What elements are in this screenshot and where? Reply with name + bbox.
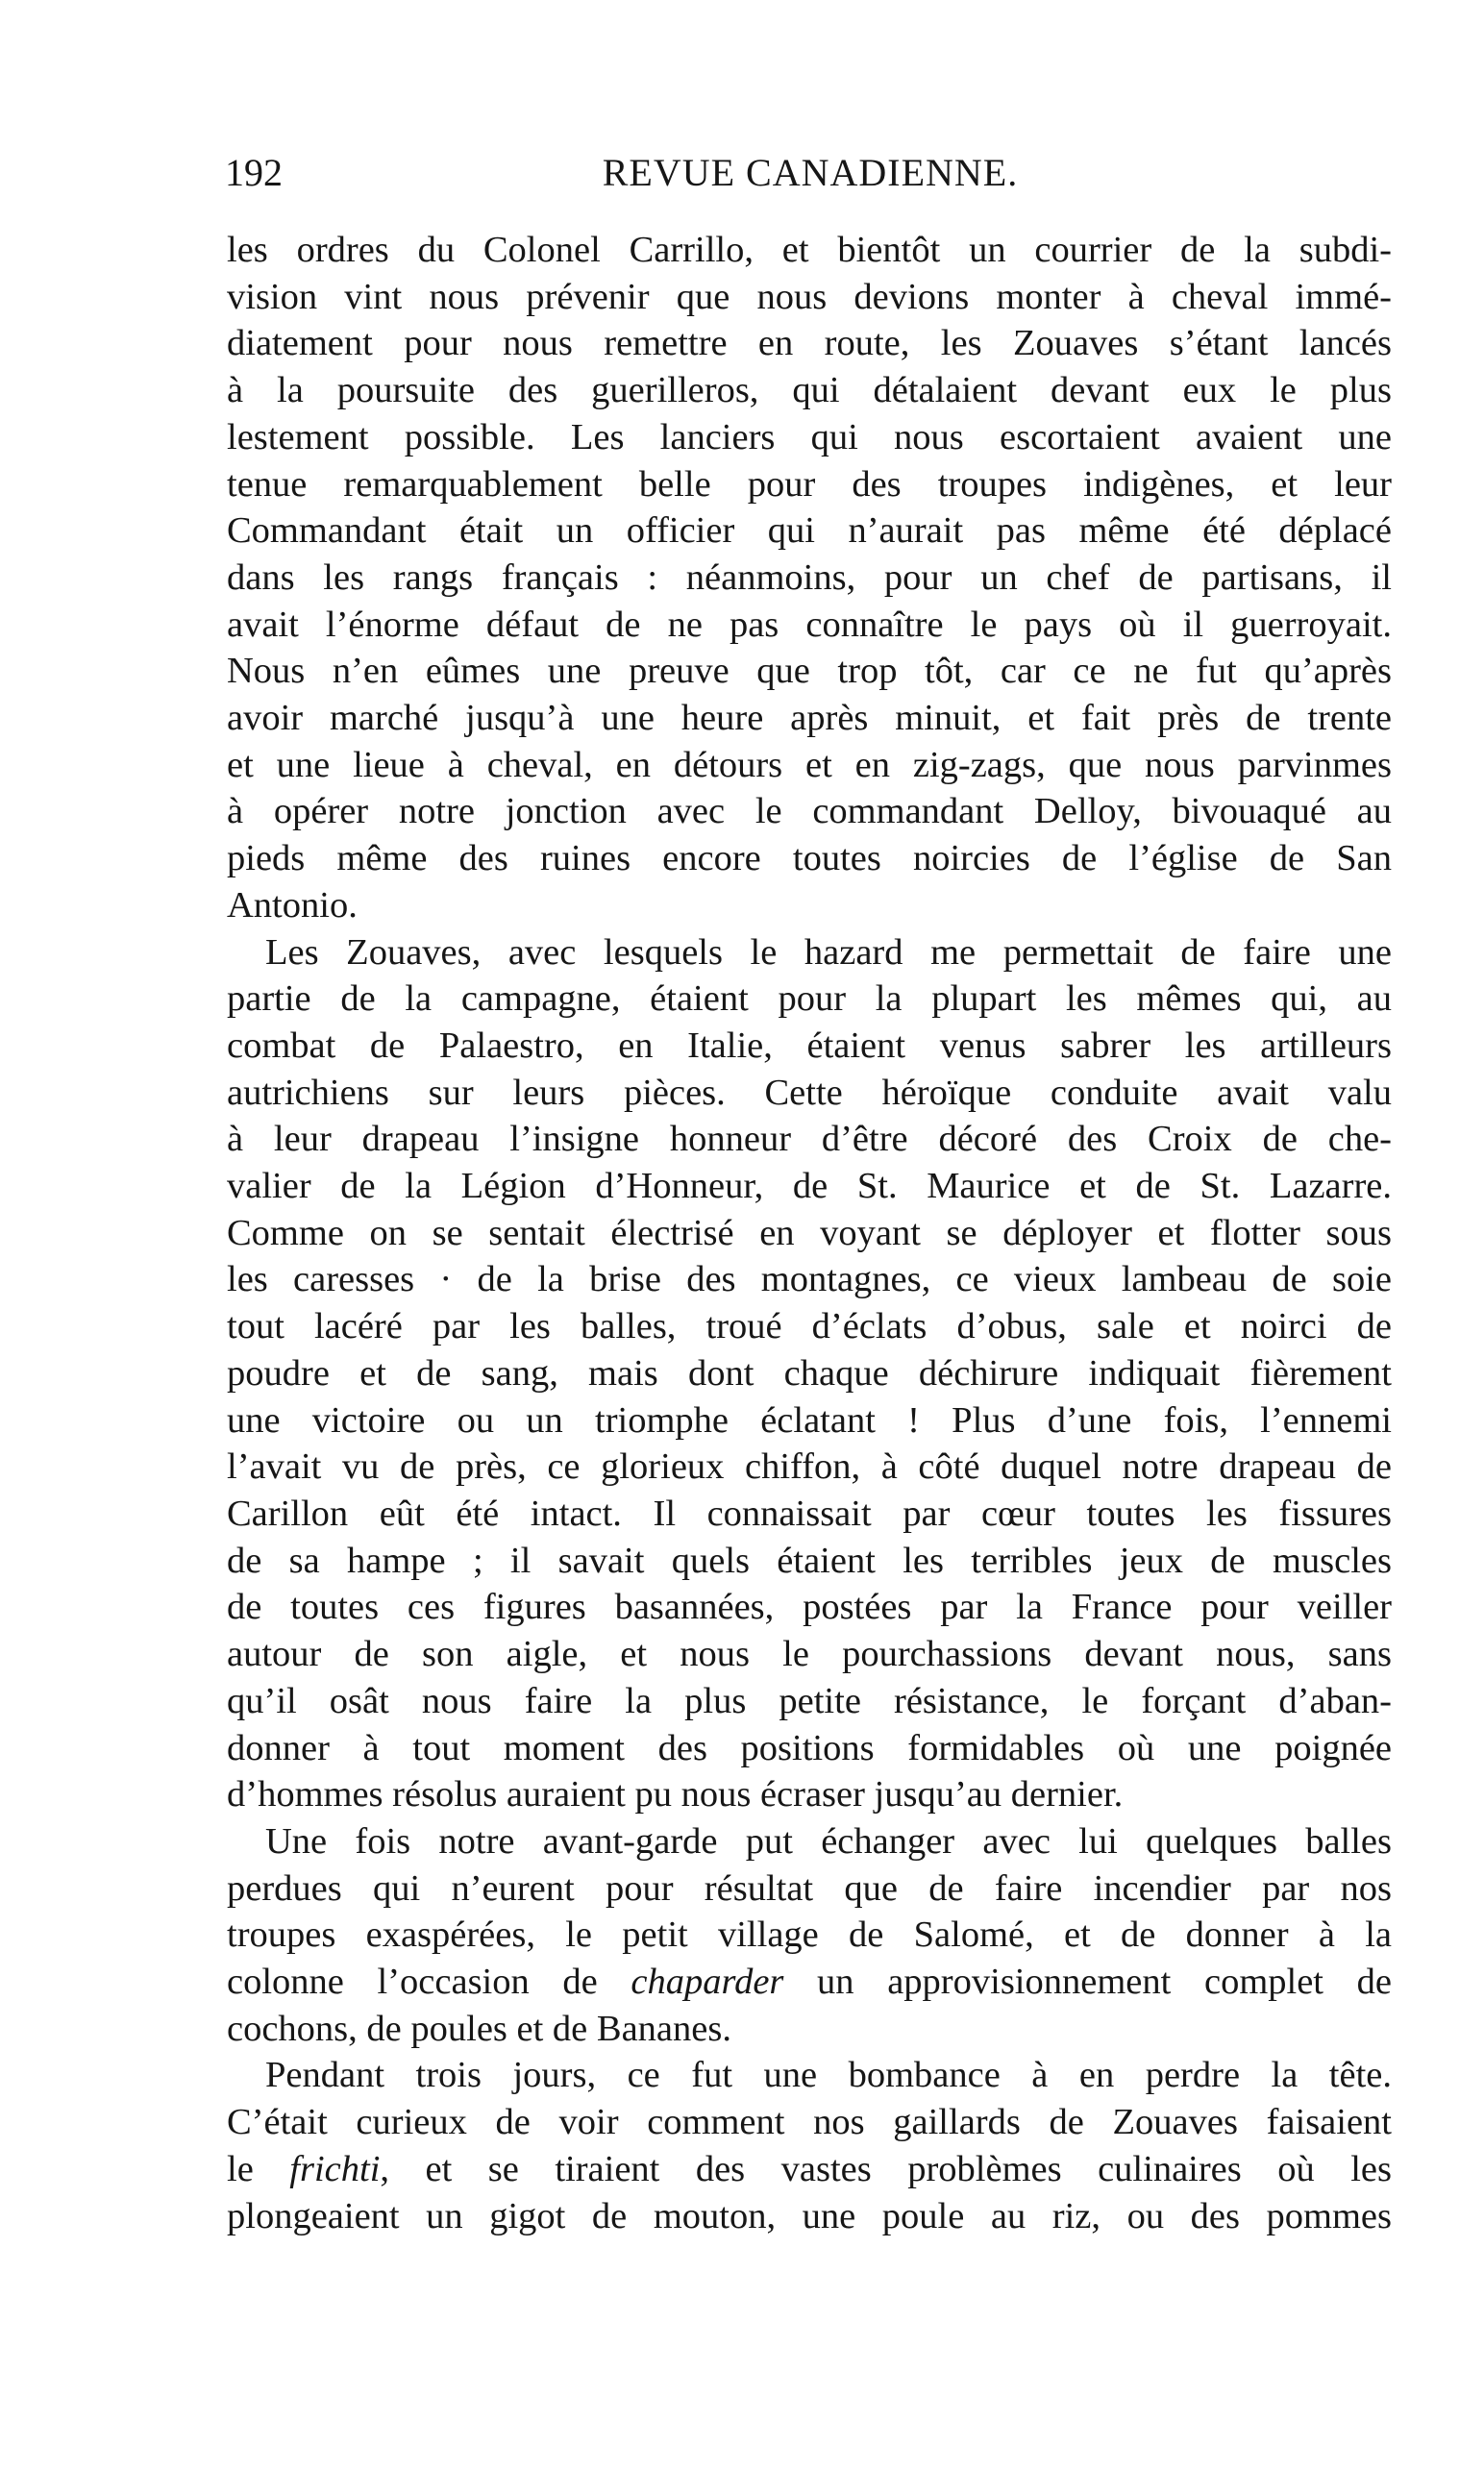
paragraph-3: [227, 1818, 1392, 2053]
text-line: tout lacéré par les balles, troué d’éclats d’obus, sale et noirci de: [227, 1306, 1392, 1347]
text-line: les caresses · de la brise des montagnes, ce vieux lambeau de soie: [227, 1259, 1392, 1300]
italic-word: frichti: [289, 2148, 381, 2189]
text-line: avoir marché jusqu’à une heure après minuit, et fait près de trente: [227, 698, 1392, 739]
text-line: vision vint nous prévenir que nous devions monter à cheval immé-: [227, 276, 1392, 317]
text-line: les ordres du Colonel Carrillo, et bientôt un courrier de la subdi-: [227, 230, 1392, 270]
text-line: Antonio.: [227, 884, 358, 926]
text-line: de toutes ces figures basannées, postées par la France pour veiller: [227, 1587, 1392, 1628]
text-line: pieds même des ruines encore toutes noircies de l’église de San: [227, 838, 1392, 879]
paragraph-1: [227, 227, 1392, 929]
text-line: et une lieue à cheval, en détours et en zig-zags, que nous parvinmes: [227, 744, 1392, 785]
text-line: Une fois notre avant-garde put échanger avec lui quelques balles: [265, 1820, 1392, 1862]
paragraph-2: [227, 929, 1392, 1818]
text-line: l’avait vu de près, ce glorieux chiffon, à côté duquel notre drapeau de: [227, 1446, 1392, 1488]
text-line: d’hommes résolus auraient pu nous écraser jusqu’au dernier.: [227, 1774, 1124, 1815]
text-line: Nous n’en eûmes une preuve que trop tôt, car ce ne fut qu’après: [227, 651, 1392, 692]
text-line: Commandant était un officier qui n’aurait pas même été déplacé: [227, 510, 1392, 552]
text-line: donner à tout moment des positions formidables où une poignée: [227, 1727, 1392, 1768]
text-line: plongeaient un gigot de mouton, une poule au riz, ou des pommes: [227, 2195, 1392, 2236]
text-line: [227, 1959, 1392, 2006]
text-line: une victoire ou un triomphe éclatant ! Plus d’une fois, l’ennemi: [227, 1399, 1392, 1441]
text-line: C’était curieux de voir comment nos gaillards de Zouaves faisaient: [227, 2102, 1392, 2143]
text-line: Les Zouaves, avec lesquels le hazard me permettait de faire une: [265, 931, 1392, 973]
text-line: troupes exaspérées, le petit village de Salomé, et de donner à la: [227, 1914, 1392, 1956]
text-line: qu’il osât nous faire la plus petite résistance, le forçant d’aban-: [227, 1680, 1392, 1721]
text-line: poudre et de sang, mais dont chaque déchirure indiquait fièrement: [227, 1352, 1392, 1394]
text-line: Carillon eût été intact. Il connaissait par cœur toutes les fissures: [227, 1493, 1392, 1534]
running-title: REVUE CANADIENNE.: [602, 151, 1019, 194]
text-line: cochons, de poules et de Bananes.: [227, 2008, 731, 2049]
text-line: dans les rangs français : néanmoins, pour un chef de partisans, il: [227, 556, 1392, 598]
text-line: diatement pour nous remettre en route, les Zouaves s’étant lancés: [227, 323, 1392, 364]
page-number: 192: [225, 151, 283, 194]
text-line: combat de Palaestro, en Italie, étaient venus sabrer les artilleurs: [227, 1025, 1392, 1066]
text-run: colonne l’occasion de: [227, 1962, 631, 2003]
text-line: Comme on se sentait électrisé en voyant se déployer et flotter sous: [227, 1212, 1392, 1253]
text-run: le: [227, 2148, 290, 2189]
text-line: perdues qui n’eurent pour résultat que de faire incendier par nos: [227, 1867, 1392, 1909]
text-line: tenue remarquablement belle pour des troupes indigènes, et leur: [227, 463, 1392, 505]
text-line: à opérer notre jonction avec le commandant Delloy, bivouaqué au: [227, 791, 1392, 832]
text-line: à leur drapeau l’insigne honneur d’être décoré des Croix de che-: [227, 1119, 1392, 1160]
text-line: avait l’énorme défaut de ne pas connaître le pays où il guerroyait.: [227, 604, 1392, 645]
text-run: un approvisionnement complet de: [783, 1962, 1393, 2003]
text-line: valier de la Légion d’Honneur, de St. Maurice et de St. Lazarre.: [227, 1166, 1392, 1207]
body-text: [227, 227, 1392, 2239]
text-run: , et se tiraient des vastes problèmes culinaires où les: [380, 2148, 1392, 2189]
paragraph-4: [227, 2052, 1392, 2239]
text-line: partie de la campagne, étaient pour la plupart les mêmes qui, au: [227, 978, 1392, 1020]
text-line: à la poursuite des guerilleros, qui détalaient devant eux le plus: [227, 370, 1392, 411]
text-line: lestement possible. Les lanciers qui nous escortaient avaient une: [227, 416, 1392, 457]
text-line: autrichiens sur leurs pièces. Cette héroïque conduite avait valu: [227, 1072, 1392, 1113]
text-line: Pendant trois jours, ce fut une bombance à en perdre la tête.: [265, 2055, 1392, 2096]
text-line: autour de son aigle, et nous le pourchassions devant nous, sans: [227, 1634, 1392, 1675]
page-header: [225, 144, 1396, 202]
italic-word: chaparder: [631, 1962, 784, 2003]
text-line: [227, 2146, 1392, 2193]
text-line: de sa hampe ; il savait quels étaient les terribles jeux de muscles: [227, 1540, 1392, 1581]
